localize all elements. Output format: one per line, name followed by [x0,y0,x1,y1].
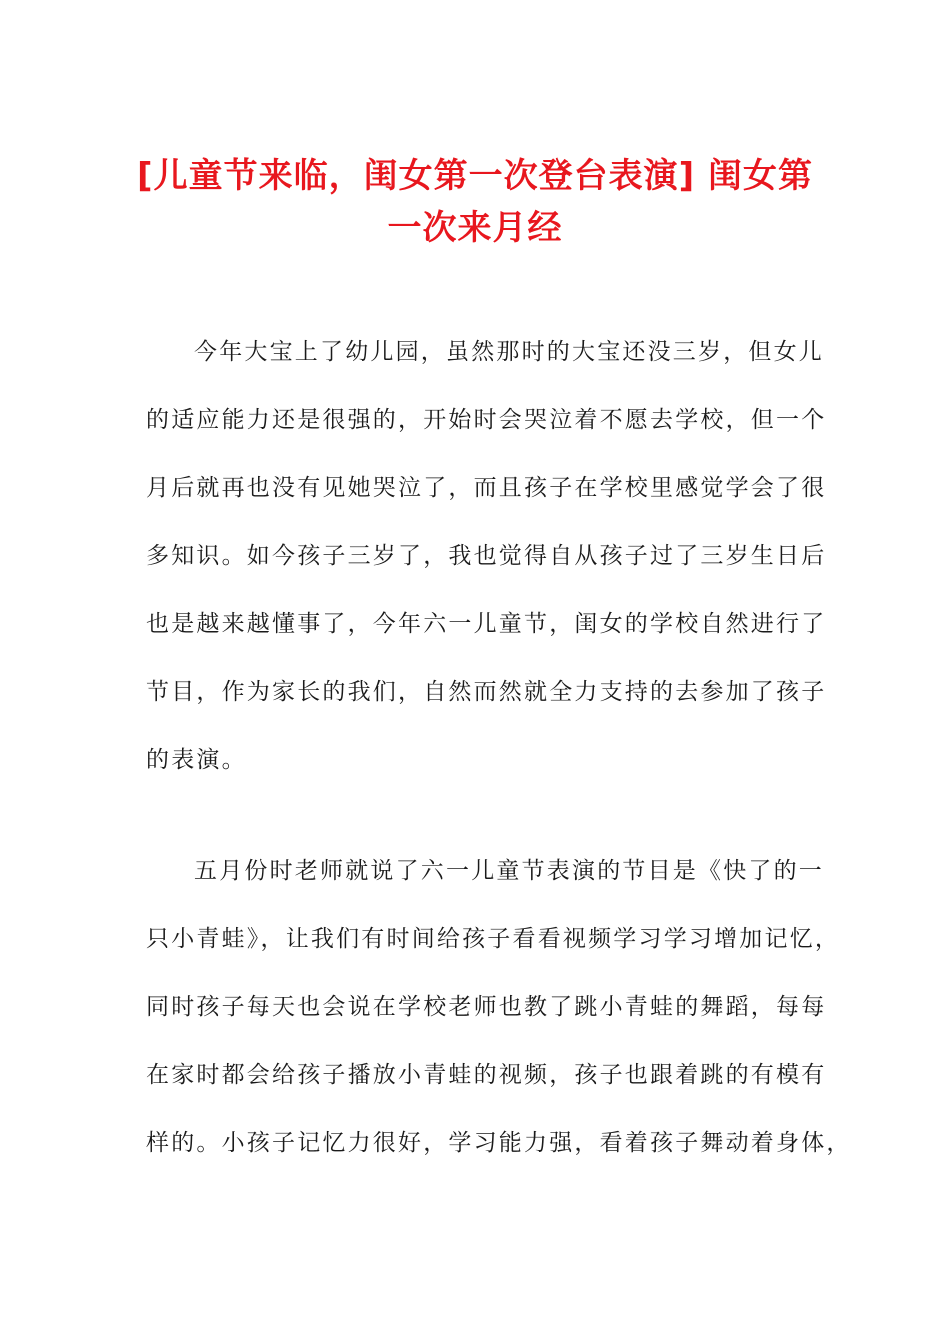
paragraph-line: 五月份时老师就说了六一儿童节表演的节目是《快了的一 [194,858,824,884]
paragraph-line: 的适应能力还是很强的，开始时会哭泣着不愿去学校，但一个 [146,407,827,433]
title-line: [儿童节来临，闺女第一次登台表演] 闺女第 [137,156,813,196]
paragraph-line: 在家时都会给孩子播放小青蛙的视频，孩子也跟着跳的有模有 [146,1062,827,1088]
paragraph [146,852,852,1192]
paragraph-line: 只小青蛙》，让我们有时间给孩子看看视频学习学习增加记忆， [146,926,841,952]
paragraph [146,333,827,809]
paragraph-line: 月后就再也没有见她哭泣了，而且孩子在学校里感觉学会了很 [146,475,827,501]
paragraph-line: 今年大宝上了幼儿园，虽然那时的大宝还没三岁，但女儿 [194,339,824,365]
title-line: 一次来月经 [387,208,563,248]
paragraph-line: 也是越来越懂事了，今年六一儿童节，闺女的学校自然进行了 [146,611,827,637]
document-title [130,150,820,254]
paragraph-line: 多知识。如今孩子三岁了，我也觉得自从孩子过了三岁生日后 [146,543,827,569]
paragraph-line: 的表演。 [146,747,247,773]
paragraph-line: 样的。小孩子记忆力很好，学习能力强，看着孩子舞动着身体， [146,1130,852,1156]
paragraph-line: 节目，作为家长的我们，自然而然就全力支持的去参加了孩子 [146,679,827,705]
paragraph-line: 同时孩子每天也会说在学校老师也教了跳小青蛙的舞蹈，每每 [146,994,827,1020]
